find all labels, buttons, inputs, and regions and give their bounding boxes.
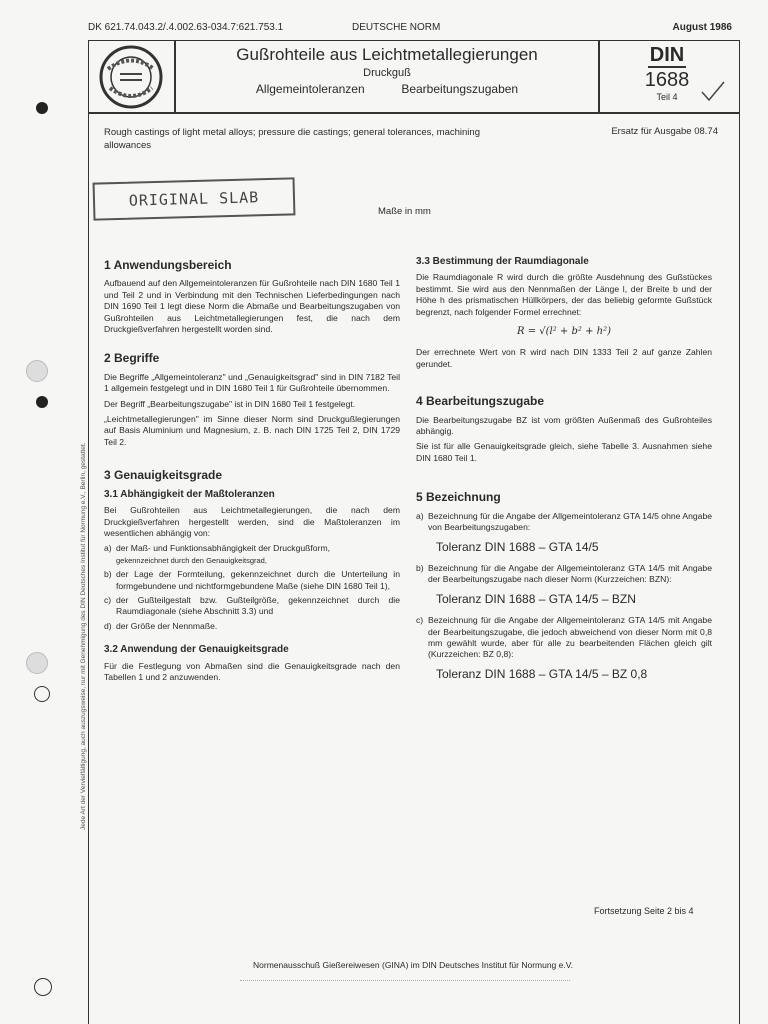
section-heading: 3 Genauigkeitsgrade <box>104 468 223 483</box>
list-item <box>104 621 400 632</box>
norm-label: DEUTSCHE NORM <box>352 22 441 33</box>
paragraph: Der Begriff „Bearbeitungszugabe" ist in DIN 1680 Teil 1 festgelegt. <box>104 398 356 409</box>
list-item <box>104 595 400 618</box>
din-part: Teil 4 <box>656 92 678 102</box>
copyright-margin-text: Jede Art der Vervielfältigung, auch auszugsweise, nur mit Genehmigung des DIN Deutsches Institut für Normung e.V., Berlin, gestattet. <box>80 442 87 830</box>
list-text: Bezeichnung für die Angabe der Allgemeintoleranz GTA 14/5 mit Angabe der Bearbeitungszugabe nach dieser Norm (Kurzzeichen: BZN): <box>428 562 712 585</box>
paragraph: Die Raumdiagonale R wird durch die größte Ausdehnung des Gußstückes bestimmt. Sie wird aus den Nennmaßen der Länge l, der Breite b und der Höhe h des prismatischen Hüllkörpers, der das beliebig geformte Gußstück begrenzt, nach folgender Formel errechnet: <box>416 272 712 317</box>
list-item <box>104 543 400 566</box>
list-marker: a) <box>416 510 424 521</box>
paragraph: Der errechnete Wert von R wird nach DIN 1333 Teil 2 auf ganze Zahlen gerundet. <box>416 347 712 369</box>
list-marker: a) <box>104 543 112 554</box>
paragraph: Bei Gußrohteilen aus Leichtmetallegierungen, die nach dem Druckgießverfahren hergestellt werden, sind die Maßtoleranzen im wesentlichen abhängig von: <box>104 505 400 538</box>
list-marker: b) <box>416 562 424 573</box>
din-label: DIN <box>649 44 685 66</box>
list-text: der Größe der Nennmaße. <box>116 620 218 631</box>
paragraph: Für die Festlegung von Abmaßen sind die Genauigkeitsgrade nach den Tabellen 1 und 2 anzuwenden. <box>104 660 400 682</box>
list-text: der Maß- und Funktionsabhängigkeit der Druckgußform, <box>116 543 330 554</box>
punch-hole <box>36 102 48 114</box>
subsection-heading: 3.1 Abhängigkeit der Maßtoleranzen <box>104 488 275 500</box>
list-item <box>416 615 712 661</box>
list-text: der Lage der Formteilung, gekennzeichnet durch die Unterteilung in formgebundene und nichtformgebundene Maße (siehe DIN 1680 Teil 1), <box>116 569 400 591</box>
section-heading: 5 Bezeichnung <box>416 490 501 505</box>
list-item <box>104 569 400 592</box>
section-heading: 4 Bearbeitungszugabe <box>416 394 545 409</box>
list-item <box>416 511 712 534</box>
paragraph: Die Bearbeitungszugabe BZ ist vom größten Außenmaß des Gußrohteiles abhängig. <box>416 414 712 437</box>
list-subtext: gekennzeichnet durch den Genauigkeitsgrad, <box>116 555 267 565</box>
topic-allowances: Bearbeitungszugaben <box>401 82 519 96</box>
footer-text: Normenausschuß Gießereiwesen (GINA) im DIN Deutsches Institut für Normung e.V. <box>253 960 573 970</box>
topic-tolerances: Allgemeintoleranzen <box>255 82 365 96</box>
english-title: Rough castings of light metal alloys; pressure die castings; general tolerances, machining allowances <box>104 127 480 151</box>
list-text: Bezeichnung für die Angabe der Allgemeintoleranz GTA 14/5 mit Angabe der Bearbeitungszugabe, die jedoch abweichend von dieser Norm mit 0,8 mm gewählt wurde, aber für alle zu bearbeitenden Flächen gleich gilt (Kurzzeichen: BZ 0,8): <box>428 615 712 660</box>
paragraph: „Leichtmetallegierungen" im Sinne dieser Norm sind Druckgußlegierungen auf Basis Aluminium und Magnesium, z. B. nach DIN 1725 Teil 2, DIN 1729 Teil 2. <box>104 414 400 447</box>
units-note: Maße in mm <box>378 206 431 217</box>
list-marker: d) <box>104 620 112 631</box>
margin-mark <box>34 686 50 702</box>
paragraph: Sie ist für alle Genauigkeitsgrade gleich, siehe Tabelle 3. Ausnahmen siehe DIN 1680 Teil 1. <box>416 441 712 463</box>
subsection-heading: 3.2 Anwendung der Genauigkeitsgrade <box>104 644 289 656</box>
tolerance-designation: Toleranz DIN 1688 – GTA 14/5 <box>436 539 599 554</box>
right-column <box>416 256 712 690</box>
document-subtitle: Druckguß <box>363 67 411 79</box>
list-marker: b) <box>104 569 112 580</box>
library-seal <box>90 44 172 110</box>
tolerance-designation: Toleranz DIN 1688 – GTA 14/5 – BZN <box>436 591 636 606</box>
din-number: 1688 <box>644 69 690 91</box>
title-block <box>176 44 598 96</box>
subsection-heading: 3.3 Bestimmung der Raumdiagonale <box>416 256 589 267</box>
continuation-note: Fortsetzung Seite 2 bis 4 <box>594 906 694 916</box>
checkmark-icon <box>700 80 726 102</box>
section-heading: 1 Anwendungsbereich <box>104 258 232 272</box>
original-stamp: ORIGINAL SLAB <box>93 177 296 220</box>
margin-mark <box>34 978 52 996</box>
tolerance-designation: Toleranz DIN 1688 – GTA 14/5 – BZ 0,8 <box>436 666 648 681</box>
paragraph: Aufbauend auf den Allgemeintoleranzen für Gußrohteile nach DIN 1680 Teil 1 und Teil 2 und in Verbindung mit den Technischen Lieferbedingungen nach DIN 1690 Teil 1 legt diese Norm die Abmaße und Bearbeitungszugaben von Gußrohteilen aus Leichtmetallegierungen fest, die nach dem Druckgießverfahren hergestellt worden sind. <box>104 278 400 335</box>
list-marker: c) <box>416 615 424 626</box>
document-subtitle-topics <box>176 82 598 96</box>
replacement-note: Ersatz für Ausgabe 08.74 <box>611 126 718 137</box>
left-column <box>104 260 400 687</box>
punch-hole <box>26 360 48 382</box>
paragraph: Die Begriffe „Allgemeintoleranz" und „Genauigkeitsgrad" sind in DIN 7182 Teil 1 allgemein festgelegt und in DIN 1680 Teil 1 für Gußrohteile übernommen. <box>104 371 400 394</box>
list-marker: c) <box>104 594 112 605</box>
list-text: der Gußteilgestalt bzw. Gußteilgröße, gekennzeichnet durch die Raumdiagonale (siehe Abschnitt 3.3) und <box>116 594 400 617</box>
footer-rule <box>240 980 570 985</box>
punch-hole <box>26 652 48 674</box>
list-item <box>416 563 712 586</box>
section-heading: 2 Begriffe <box>104 351 160 366</box>
formula: R = √(l² + b² + h²) <box>517 326 611 338</box>
document-title: Gußrohteile aus Leichtmetallegierungen <box>236 45 538 64</box>
list-text: Bezeichnung für die Angabe der Allgemeintoleranz GTA 14/5 ohne Angabe von Bearbeitungszugaben: <box>428 510 712 533</box>
dk-number: DK 621.74.043.2/.4.002.63-034.7:621.753.1 <box>88 22 284 33</box>
issue-date: August 1986 <box>672 22 732 33</box>
punch-hole <box>36 396 48 408</box>
